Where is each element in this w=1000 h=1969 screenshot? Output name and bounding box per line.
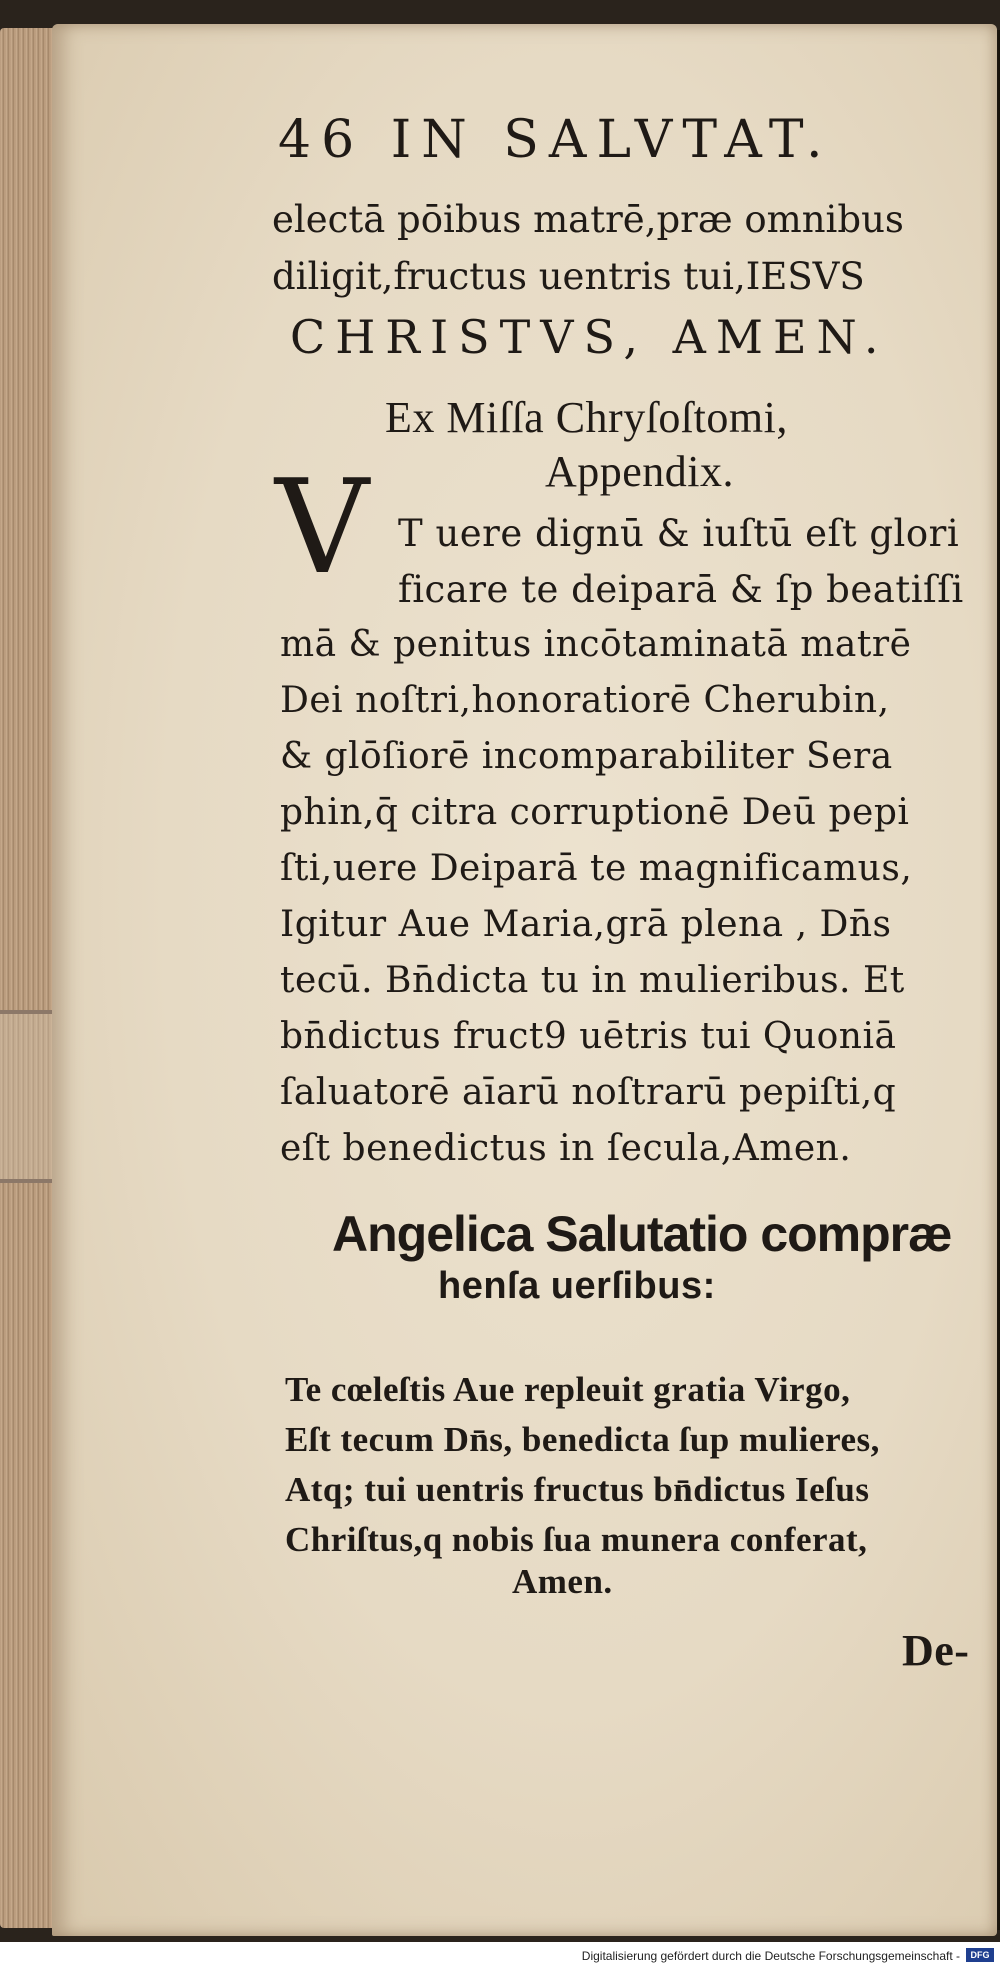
verse-line: Te cœleſtis Aue repleuit gratia Virgo, bbox=[285, 1370, 851, 1409]
section-subtitle: henſa uerſibus: bbox=[438, 1265, 716, 1307]
section-title: Angelica Salutatio compræ bbox=[332, 1206, 952, 1262]
text-line: diligit,fructus uentris tui,IESVS bbox=[272, 255, 865, 298]
text-line: CHRISTVS, AMEN. bbox=[290, 310, 889, 364]
verse-line: Eſt tecum Dn̄s, benedicta ſup mulieres, bbox=[285, 1420, 880, 1459]
text-line: phin,q̄ citra corruptionē Deū pepi bbox=[280, 792, 910, 833]
text-line: electā pōibus matrē,præ omnibus bbox=[272, 198, 904, 241]
text-line: bn̄dictus fruct9 uētris tui Quoniā bbox=[280, 1016, 897, 1057]
text-line: ficare te deiparā & ſp beatiſſi bbox=[398, 568, 964, 611]
dfg-logo: DFG bbox=[966, 1948, 994, 1962]
drop-cap-initial: V bbox=[275, 451, 369, 603]
running-header: 46 IN SALVTAT. bbox=[278, 110, 833, 170]
catchword: De- bbox=[902, 1626, 970, 1675]
section-subtitle: Appendix. bbox=[545, 447, 735, 496]
text-line: tecū. Bn̄dicta tu in mulieribus. Et bbox=[280, 960, 905, 1001]
text-line: ſti,uere Deiparā te magnificamus, bbox=[280, 848, 913, 889]
closing-line: Amen. bbox=[512, 1562, 613, 1601]
text-line: & glōſiorē incomparabiliter Sera bbox=[280, 736, 893, 777]
footer-credit: Digitalisierung gefördert durch die Deutsche Forschungsgemeinschaft - bbox=[581, 1949, 960, 1963]
text-line: eſt benedictus in ſecula,Amen. bbox=[280, 1128, 852, 1169]
text-line: ſaluatorē aīarū noſtrarū pepiſti,q bbox=[280, 1072, 897, 1113]
text-line: mā & penitus incōtaminatā matrē bbox=[280, 624, 912, 665]
footer-bar bbox=[0, 1942, 1000, 1969]
verse-line: Chriſtus,q nobis ſua munera conferat, bbox=[285, 1520, 868, 1559]
text-line: T uere dignū & iuſtū eſt glori bbox=[398, 512, 960, 555]
section-title: Ex Miſſa Chryſoſtomi, bbox=[385, 393, 788, 442]
text-line: Dei noſtri,honoratiorē Cherubin, bbox=[280, 680, 890, 721]
text-line: Igitur Aue Maria,grā plena , Dn̄s bbox=[280, 904, 892, 945]
verse-line: Atq; tui uentris fructus bn̄dictus Ieſus bbox=[285, 1470, 870, 1509]
